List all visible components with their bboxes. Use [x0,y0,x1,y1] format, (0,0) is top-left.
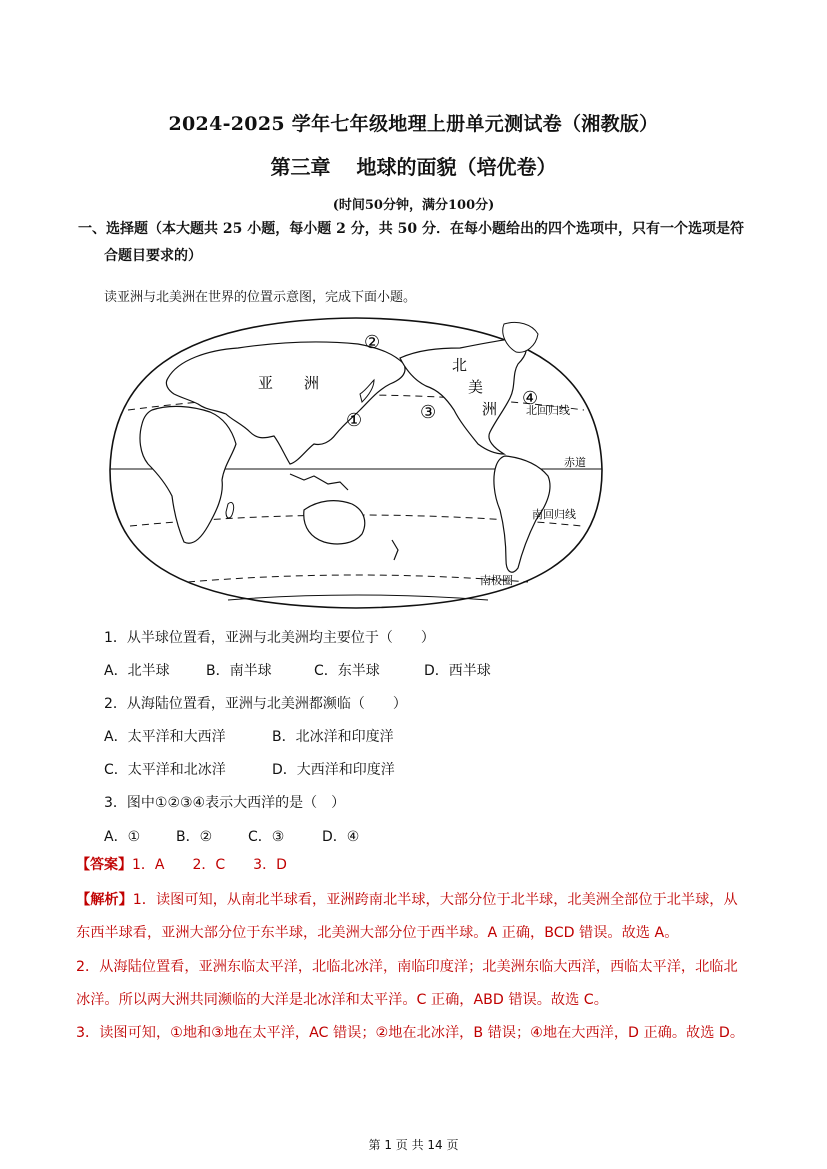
question-1-option-a[interactable]: A．北半球 [104,663,170,679]
label-north-america-2: 美 [468,378,484,396]
chapter-topic: 地球的面貌（培优卷） [356,155,557,179]
question-1-option-b[interactable]: B．南半球 [206,663,272,679]
answer-label: 【答案】 [76,857,132,873]
answer-text: 1．A 2．C 3．D [132,857,287,873]
analysis-line-5: 3．读图可知，①地和③地在太平洋，AC 错误；②地在北冰洋，B 错误；④地在大西洋，D 正确。故选 D。 [76,1025,745,1041]
analysis-line-3: 2．从海陆位置看，亚洲东临太平洋，北临北冰洋，南临印度洋；北美洲东临大西洋，西临太平洋，北临北 [76,959,738,975]
marker-4: ④ [522,388,539,409]
label-antarctic-circle: 南极圈 [480,574,513,587]
analysis-text-1: 1．读图可知，从南北半球看，亚洲跨南北半球，大部分位于北半球，北美洲全部位于北半球，从 [132,892,738,908]
madagascar [226,502,234,518]
label-asia-1: 亚 [258,374,274,392]
analysis-line-2: 东西半球看，亚洲大部分位于东半球，北美洲大部分位于西半球。A 正确，BCD 错误。故选 A。 [76,925,679,941]
question-3-stem: 3．图中①②③④表示大西洋的是（ ） [104,795,346,811]
question-intro: 读亚洲与北美洲在世界的位置示意图，完成下面小题。 [104,290,417,305]
southeast-asia-islands [290,474,348,490]
analysis-label: 【解析】 [76,892,133,908]
question-2-option-c[interactable]: C．太平洋和北冰洋 [104,762,226,778]
question-2-option-d[interactable]: D．大西洋和印度洋 [272,762,395,778]
label-tropic-north: 北回归线 [526,404,570,417]
question-2-stem: 2．从海陆位置看，亚洲与北美洲都濒临（ ） [104,696,407,712]
label-north-america-3: 洲 [482,400,498,418]
page-footer: 第 1 页 共 14 页 [368,1138,459,1152]
answer-line [76,854,287,874]
marker-1: ① [346,410,363,431]
australia-landmass [304,501,365,544]
label-tropic-south: 南回归线 [532,508,576,521]
chapter-title [0,151,827,180]
world-map [108,314,604,610]
question-3-option-c[interactable]: C．③ [248,829,285,845]
label-equator: 赤道 [564,456,586,469]
paper-title: 2024-2025 学年七年级地理上册单元测试卷（湘教版） [168,113,659,135]
antarctic-circle-line [188,575,528,582]
question-3-options [104,826,524,846]
marker-2: ② [364,332,381,353]
question-1-stem: 1．从半球位置看，亚洲与北美洲均主要位于（ ） [104,630,435,646]
africa-landmass [140,406,236,543]
question-1-options [104,660,524,680]
label-asia-2: 洲 [304,374,320,392]
question-3-option-b[interactable]: B．② [176,829,213,845]
analysis-line-1 [76,889,766,909]
question-2-option-b[interactable]: B．北冰洋和印度洋 [272,729,394,745]
antarctica-edge [228,595,488,600]
section-heading-line2: 合题目要求的） [104,248,202,264]
analysis-line-4: 冰洋。所以两大洲共同濒临的大洋是北冰洋和太平洋。C 正确，ABD 错误。故选 C。 [76,992,608,1008]
question-2-options-row1 [104,726,524,746]
question-2-options-row2 [104,759,524,779]
label-north-america-1: 北 [452,356,468,374]
question-3-option-a[interactable]: A．① [104,829,141,845]
question-2-option-a[interactable]: A．太平洋和大西洋 [104,729,226,745]
new-zealand [392,540,398,560]
section-heading-line1: 一、选择题（本大题共 25 小题，每小题 2 分，共 50 分．在每小题给出的四个选项中，只有一个选项是符 [78,221,744,237]
time-info: (时间50分钟，满分100分) [332,198,495,213]
question-1-option-d[interactable]: D．西半球 [424,663,491,679]
question-3-option-d[interactable]: D．④ [322,829,360,845]
question-1-option-c[interactable]: C．东半球 [314,663,380,679]
chapter-number: 第三章 [270,155,331,179]
marker-3: ③ [420,402,437,423]
